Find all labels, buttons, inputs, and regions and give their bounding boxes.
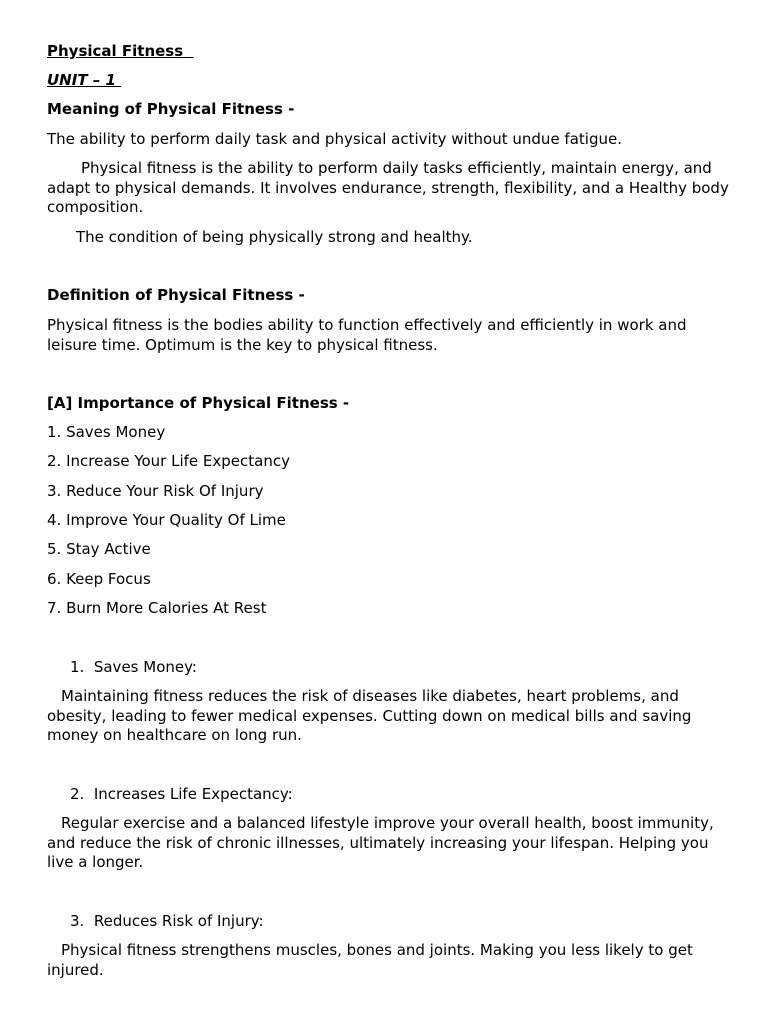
meaning-paragraph-1: The ability to perform daily task and physical activity without undue fatigue. xyxy=(47,130,622,148)
detail-text-risk-of-injury: Physical fitness strengthens muscles, bones and joints. Making you less likely to get injured. xyxy=(47,941,693,979)
importance-heading: [A] Importance of Physical Fitness - xyxy=(47,394,350,412)
importance-item: 3. Reduce Your Risk Of Injury xyxy=(47,482,264,500)
importance-item: 7. Burn More Calories At Rest xyxy=(47,599,267,617)
document-title: Physical Fitness xyxy=(47,42,184,60)
importance-item: 5. Stay Active xyxy=(47,540,151,558)
unit-label: UNIT – 1 xyxy=(47,71,116,89)
definition-heading: Definition of Physical Fitness - xyxy=(47,286,305,304)
detail-heading-saves-money: 1. Saves Money: xyxy=(70,658,197,676)
importance-item: 6. Keep Focus xyxy=(47,570,151,588)
importance-item: 1. Saves Money xyxy=(47,423,166,441)
detail-heading-risk-of-injury: 3. Reduces Risk of Injury: xyxy=(70,912,264,930)
detail-text-life-expectancy: Regular exercise and a balanced lifestyle improve your overall health, boost immunity, and reduce the risk of chronic illnesses, ultimately increasing your lifespan. Helping you live a longer. xyxy=(47,814,714,871)
detail-text-saves-money: Maintaining fitness reduces the risk of diseases like diabetes, heart problems, and obesity, leading to fewer medical expenses. Cutting down on medical bills and saving money on healthcare on long run. xyxy=(47,687,692,744)
importance-item: 4. Improve Your Quality Of Lime xyxy=(47,511,286,529)
importance-item: 2. Increase Your Life Expectancy xyxy=(47,452,290,470)
meaning-paragraph-2: Physical fitness is the ability to perform daily tasks efficiently, maintain energy, and adapt to physical demands. It involves endurance, strength, flexibility, and a Healthy body composition. xyxy=(47,159,729,216)
detail-heading-life-expectancy: 2. Increases Life Expectancy: xyxy=(70,785,293,803)
meaning-heading: Meaning of Physical Fitness - xyxy=(47,100,295,118)
definition-paragraph: Physical fitness is the bodies ability to function effectively and efficiently in work and leisure time. Optimum is the key to physical fitness. xyxy=(47,316,687,354)
meaning-paragraph-3: The condition of being physically strong and healthy. xyxy=(76,228,473,246)
